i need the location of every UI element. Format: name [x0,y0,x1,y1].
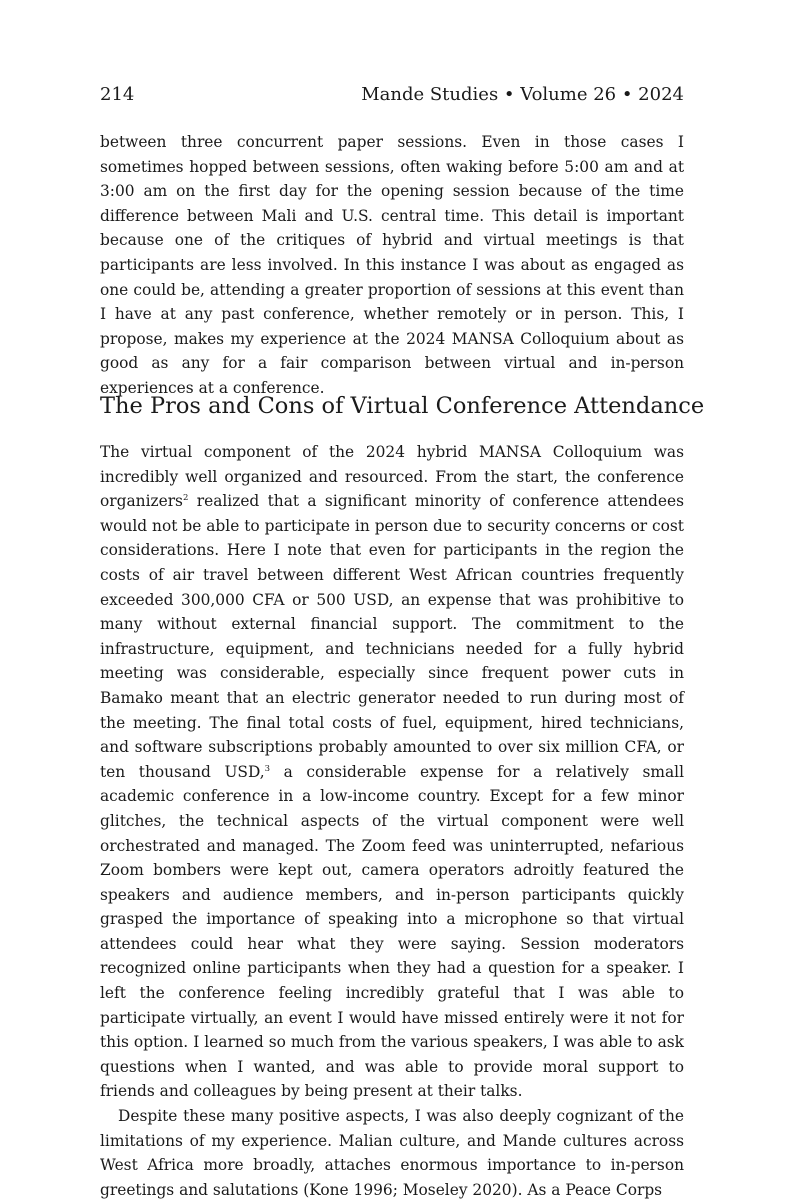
paragraph-limitations: Despite these many positive aspects, I was also deeply cognizant of the limitations of my experience. Malian culture, and Mande cultures across West Africa more broadly, attaches enormous importance to in-person greetings and salutations (Kone 1996; Moseley 2020). As a Peace Corps [100,1107,684,1199]
body-section-main [100,440,684,1202]
journal-title: Mande Studies • Volume 26 • 2024 [361,84,684,105]
running-header [100,83,684,107]
paragraph-continuation: between three concurrent paper sessions. Even in those cases I sometimes hopped between sessions, often waking before 5:00 am and at 3:00 am on the first day for the opening session because of the time difference between Mali and U.S. central time. This detail is important because one of the critiques of hybrid and virtual meetings is that participants are less involved. In this instance I was about as engaged as one could be, attending a greater proportion of sessions at this event than I have at any past conference, whether remotely or in person. This, I propose, makes my experience at the 2024 MANSA Colloquium about as good as any for a fair comparison between virtual and in-person experiences at a conference. [100,133,684,397]
body-section-intro [100,130,684,401]
section-heading: The Pros and Cons of Virtual Conference Attendance [100,393,705,419]
footnote-marker-3[interactable]: 3 [264,763,271,774]
paragraph-text-part-a: The virtual component of the 2024 hybrid MANSA Colloquium was incredibly well organized and resourced. From the start, the conference organizers [100,443,684,511]
footnote-marker-2[interactable]: 2 [182,493,189,504]
paragraph-text-part-b: realized that a significant minority of conference attendees would not be able to participate in person due to security concerns or cost considerations. Here I note that even for participants in the region the costs of air travel between different West African countries frequently exceeded 300,000 CFA or 500 USD, an expense that was prohibitive to many without external financial support. The commitment to the infrastructure, equipment, and technicians needed for a fully hybrid meeting was considerable, especially since frequent power cuts in Bamako meant that an electric generator needed to run during most of the meeting. The final total costs of fuel, equipment, hired technicians, and software subscriptions probably amounted to over six million CFA, or ten thousand USD, [100,492,684,781]
document-page [100,0,705,1200]
page-number: 214 [100,84,135,105]
paragraph-text-part-c: a considerable expense for a relatively small academic conference in a low-income country. Except for a few minor glitches, the technical aspects of the virtual component were well orchestrated and managed. The Zoom feed was uninterrupted, nefarious Zoom bombers were kept out, camera operators adroitly featured the speakers and audience members, and in-person participants quickly grasped the importance of speaking into a microphone so that virtual attendees could hear what they were saying. Session moderators recognized online participants when they had a question for a speaker. I left the conference feeling incredibly grateful that I was able to participate virtually, an event I would have missed entirely were it not for this option. I learned so much from the various speakers, I was able to ask questions when I wanted, and was able to provide moral support to friends and colleagues by being present at their talks. [100,762,684,1101]
paragraph-virtual-component [100,440,684,1104]
